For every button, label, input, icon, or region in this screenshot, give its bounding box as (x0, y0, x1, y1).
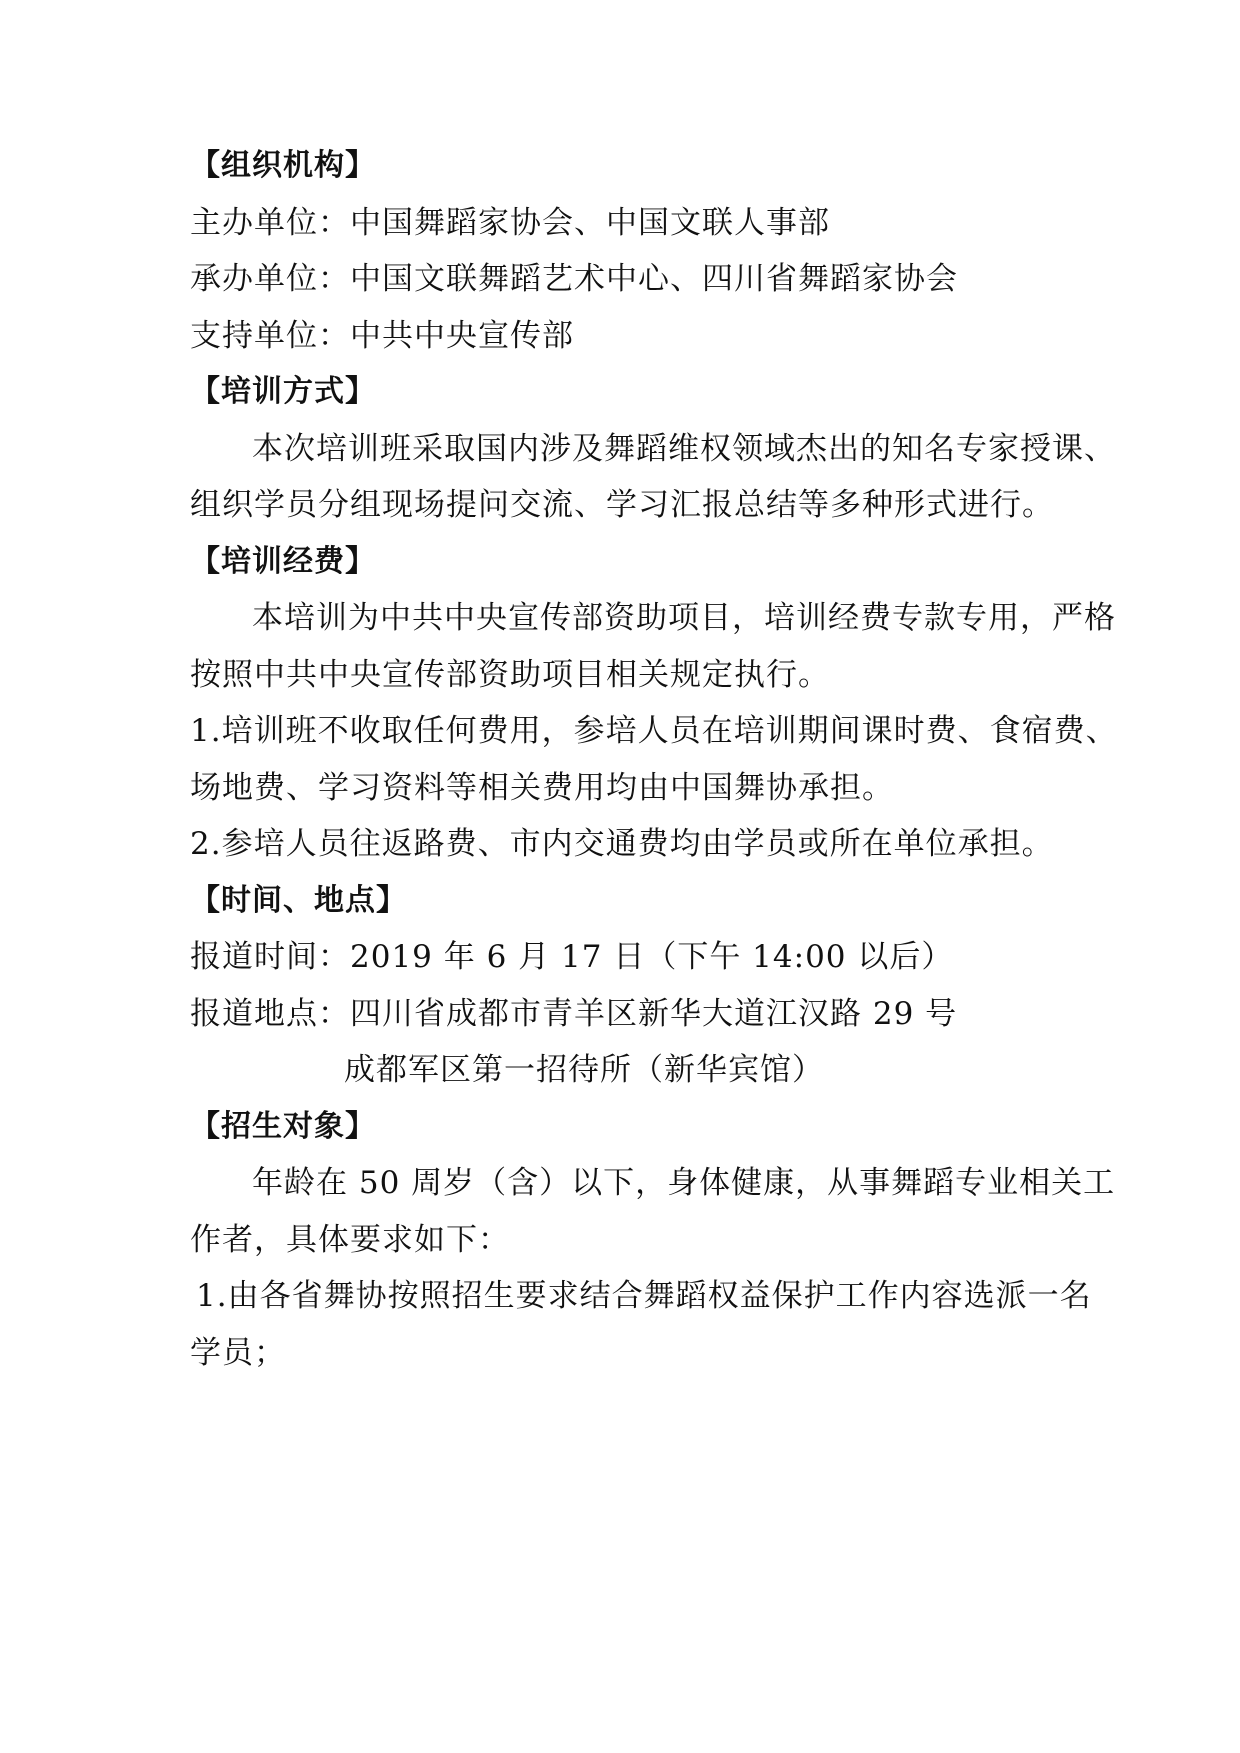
supporter-unit-line: 支持单位：中共中央宣传部 (190, 318, 574, 354)
section-heading-enrollment: 【招生对象】 (190, 1109, 376, 1144)
funding-item-1-line-2: 场地费、学习资料等相关费用均由中国舞协承担。 (190, 770, 894, 806)
enrollment-item-1-line-1: 1.由各省舞协按照招生要求结合舞蹈权益保护工作内容选派一名 (196, 1278, 1092, 1314)
funding-item-2: 2.参培人员往返路费、市内交通费均由学员或所在单位承担。 (190, 826, 1054, 862)
section-heading-format: 【培训方式】 (190, 374, 376, 409)
funding-paragraph-line-2: 按照中共中央宣传部资助项目相关规定执行。 (190, 657, 830, 693)
format-paragraph-line-2: 组织学员分组现场提问交流、学习汇报总结等多种形式进行。 (190, 487, 1054, 523)
format-paragraph-line-1: 本次培训班采取国内涉及舞蹈维权领域杰出的知名专家授课、 (252, 431, 1116, 467)
funding-paragraph-line-1: 本培训为中共中央宣传部资助项目，培训经费专款专用，严格 (252, 600, 1116, 636)
report-time-line: 报道时间：2019 年 6 月 17 日（下午 14:00 以后） (190, 939, 954, 975)
section-heading-time-place: 【时间、地点】 (190, 883, 407, 918)
organizer-unit-line: 承办单位：中国文联舞蹈艺术中心、四川省舞蹈家协会 (190, 261, 958, 297)
funding-item-1-line-1: 1.培训班不收取任何费用，参培人员在培训期间课时费、食宿费、 (190, 713, 1118, 749)
enrollment-item-1-line-2: 学员； (190, 1335, 286, 1371)
report-place-line-1: 报道地点：四川省成都市青羊区新华大道江汉路 29 号 (190, 996, 958, 1032)
enrollment-paragraph-line-2: 作者，具体要求如下： (190, 1222, 510, 1258)
section-heading-funding: 【培训经费】 (190, 544, 376, 579)
section-heading-organization: 【组织机构】 (190, 148, 376, 183)
report-place-line-2: 成都军区第一招待所（新华宾馆） (344, 1052, 824, 1088)
host-unit-line: 主办单位：中国舞蹈家协会、中国文联人事部 (190, 205, 830, 241)
enrollment-paragraph-line-1: 年龄在 50 周岁（含）以下，身体健康，从事舞蹈专业相关工 (252, 1165, 1116, 1201)
